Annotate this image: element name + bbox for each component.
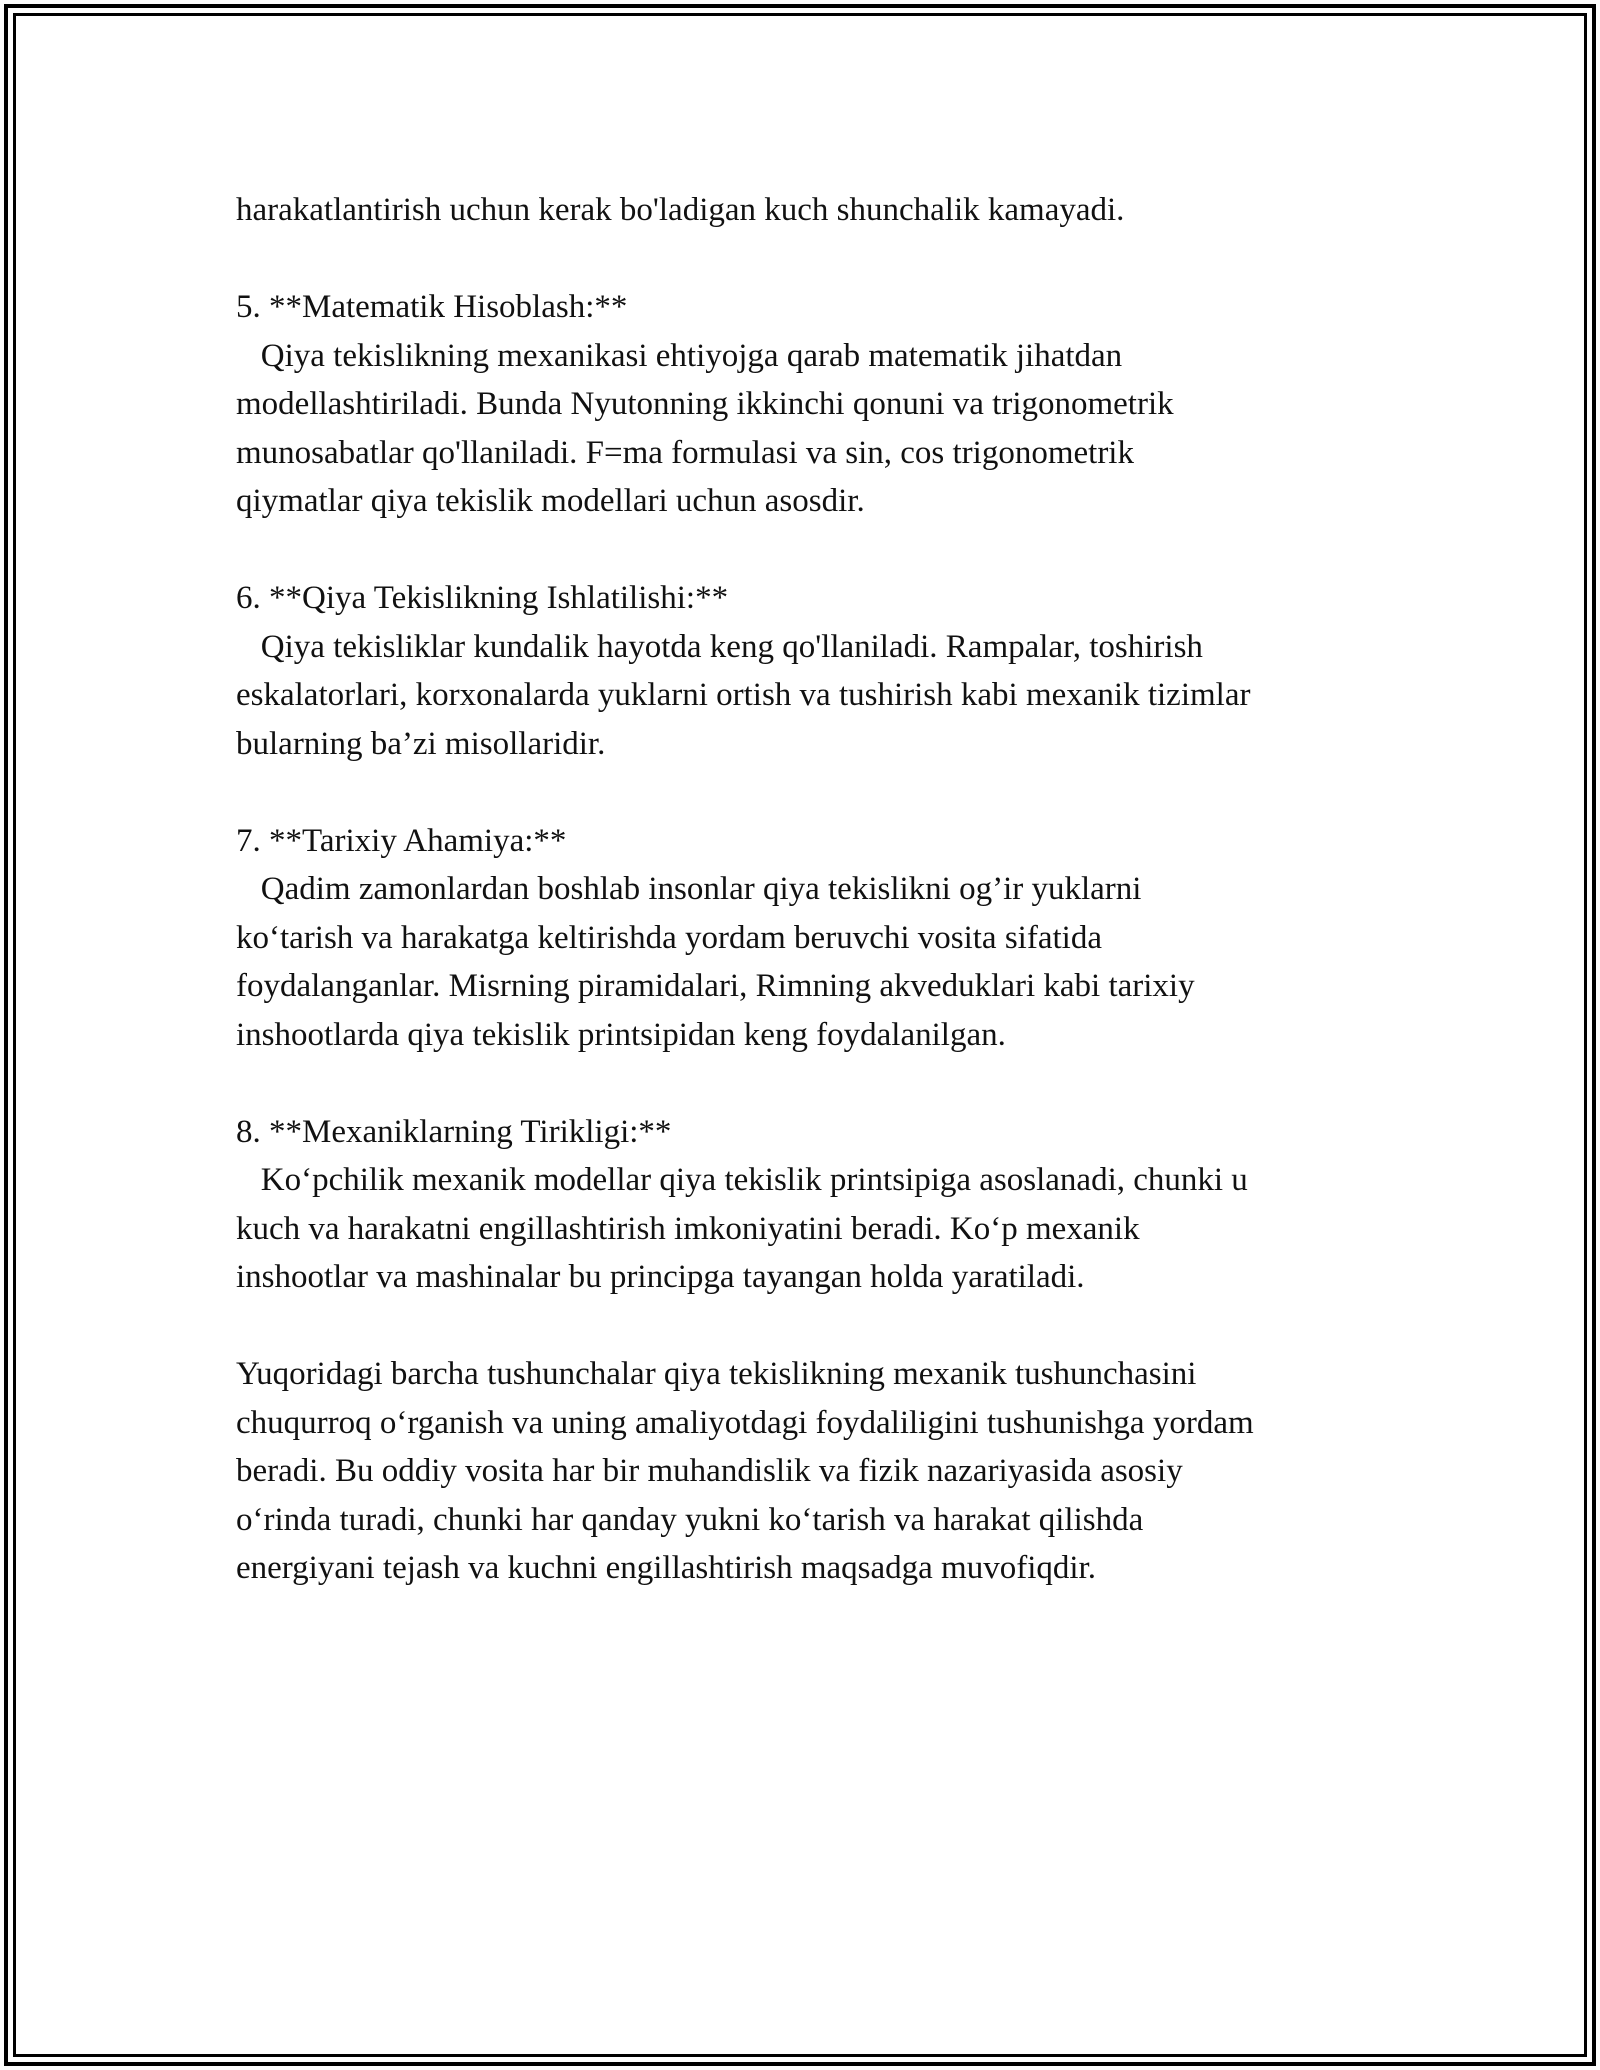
text-line: beradi. Bu oddiy vosita har bir muhandislik va fizik nazariyasida asosiy: [236, 1453, 1183, 1489]
text-line: Ko‘pchilik mexanik modellar qiya tekislik printsipiga asoslanadi, chunki u: [236, 1162, 1248, 1198]
text-line: munosabatlar qo'llaniladi. F=ma formulasi va sin, cos trigonometrik: [236, 434, 1134, 471]
section-heading: 7. **Tarixiy Ahamiya:**: [236, 822, 567, 859]
section-heading: 8. **Mexaniklarning Tirikligi:**: [236, 1113, 672, 1150]
text-line: modellashtiriladi. Bunda Nyutonning ikkinchi qonuni va trigonometrik: [236, 386, 1174, 422]
text-line: qiymatlar qiya tekislik modellari uchun asosdir.: [236, 483, 865, 519]
text-line: ko‘tarish va harakatga keltirishda yordam beruvchi vosita sifatida: [236, 919, 1102, 956]
text-line: inshootlar va mashinalar bu principga tayangan holda yaratiladi.: [236, 1259, 1085, 1295]
intro-paragraph: [236, 186, 1386, 235]
text-line: o‘rinda turadi, chunki har qanday yukni ko‘tarish va harakat qilishda: [236, 1501, 1144, 1538]
conclusion-paragraph: [236, 1350, 1386, 1593]
text-line: kuch va harakatni engillashtirish imkoniyatini beradi. Ko‘p mexanik: [236, 1210, 1140, 1247]
section-heading: 5. **Matematik Hisoblash:**: [236, 289, 628, 325]
text-line: Qiya tekisliklar kundalik hayotda keng qo'llaniladi. Rampalar, toshirish: [236, 628, 1203, 665]
section-5: [236, 283, 1386, 526]
text-line: eskalatorlari, korxonalarda yuklarni ortish va tushirish kabi mexanik tizimlar: [236, 677, 1251, 713]
text-line: inshootlarda qiya tekislik printsipidan keng foydalanilgan.: [236, 1016, 1006, 1053]
text-line: foydalanganlar. Misrning piramidalari, Rimning akveduklari kabi tarixiy: [236, 968, 1195, 1004]
text-line: bularning ba’zi misollaridir.: [236, 725, 606, 762]
document-body: [236, 186, 1386, 1641]
text-line: Qiya tekislikning mexanikasi ehtiyojga qarab matematik jihatdan: [236, 337, 1123, 374]
text-line: Yuqoridagi barcha tushunchalar qiya tekislikning mexanik tushunchasini: [236, 1356, 1197, 1392]
section-heading: 6. **Qiya Tekislikning Ishlatilishi:**: [236, 580, 729, 616]
text-line: chuqurroq o‘rganish va uning amaliyotdagi foydaliligini tushunishga yordam: [236, 1404, 1254, 1441]
section-8: [236, 1108, 1386, 1302]
text-line: harakatlantirish uchun kerak bo'ladigan kuch shunchalik kamayadi.: [236, 192, 1125, 228]
text-line: energiyani tejash va kuchni engillashtirish maqsadga muvofiqdir.: [236, 1550, 1096, 1586]
text-line: Qadim zamonlardan boshlab insonlar qiya tekislikni og’ir yuklarni: [236, 871, 1142, 907]
section-7: [236, 817, 1386, 1060]
section-6: [236, 574, 1386, 768]
